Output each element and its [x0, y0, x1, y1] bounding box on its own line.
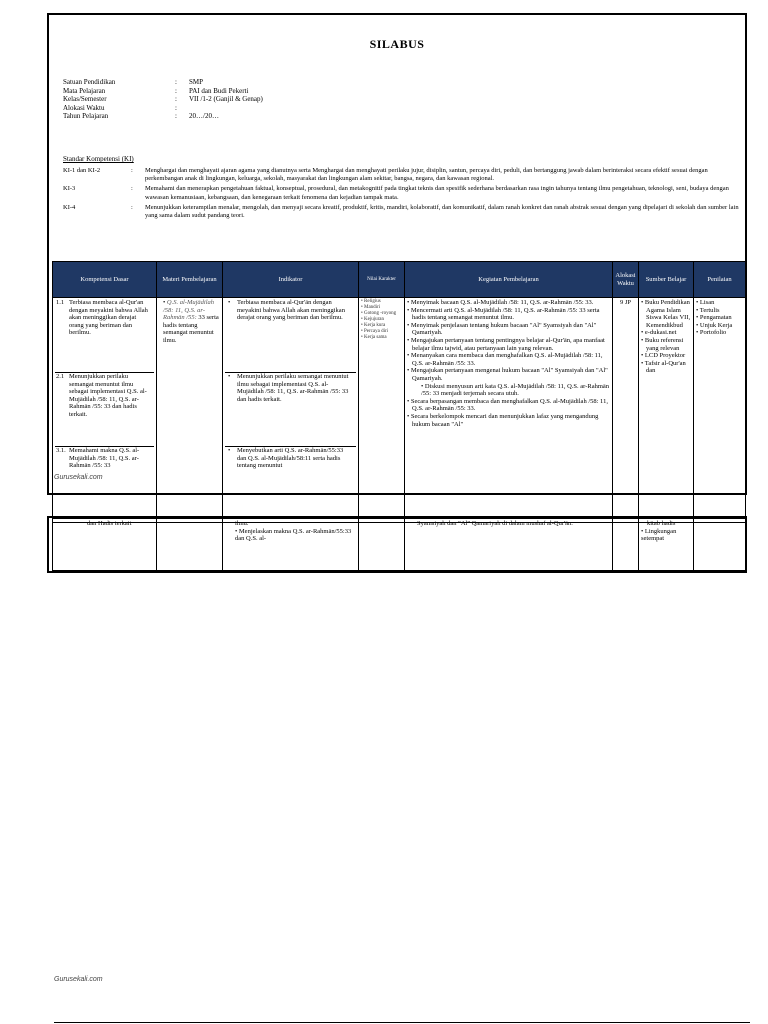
ki-text: Memahami dan menerapkan pengetahuan faktual, konseptual, prosedural, dan metakognitif pada tingkat teknis dan spesifik sederhana berdasarkan rasa ingin tahunya tentang ilmu pengetahuan, teknologi, seni, budaya dengan wawasan kemanusiaan, kebangsaan, dan kenegaraan terkait fenomena dan kejadian tampak mata. [145, 185, 729, 201]
sumber-item: • e-dukasi.net [641, 329, 677, 337]
ki-label: KI-1 dan KI-2 [63, 167, 101, 174]
info-value: PAI dan Budi Pekerti [189, 86, 249, 95]
info-label: Alokasi Waktu [63, 103, 105, 112]
info-label: Mata Pelajaran [63, 86, 106, 95]
ki-text: Menghargai dan menghayati ajaran agama yang dianutnya serta Menghargai dan menghayati perilaku jujur, disiplin, santun, percaya diri, peduli, dan bertanggung jawab dalam berinteraksi secara efektif sesuai dengan perkembangan anak di lingkungan, keluarga, sekolah, masyarakat dan lingkungan alam sekitar, bangsa, negara, dan kawasan regional. [145, 167, 708, 183]
materi-rest: 33 serta hadis tentang semangat menuntut ilmu. [163, 314, 219, 344]
ki-text: Menunjukkan keterampilan menalar, mengolah, dan menyaji secara kreatif, produktif, kritis, mandiri, kolaboratif, dan komunikatif, dalam ranah konkret dan ranah abstrak sesuai dengan yang dipelajari di sekolah dan sumber lain yang sama dalam sudut pandang teori. [145, 203, 739, 220]
kd-cell: dan Hadis terkait [53, 519, 157, 571]
table-row [53, 519, 746, 571]
nilai-item: • Mandiri [361, 305, 381, 310]
sumber-item: kitab hadis [647, 520, 676, 527]
table-row [53, 298, 746, 523]
nilai-karakter-cell [359, 298, 405, 523]
ki-heading: Standar Kompetensi (KI) [63, 155, 134, 163]
kd-item: 1.1 Terbiasa membaca al-Qur'an dengan meyakini bahwa Allah akan meninggikan derajat orang yang beriman dan berilmu. [55, 299, 154, 373]
kegiatan-item: • Menanyakan cara membaca dan menghafalkan Q.S. al-Mujādilah /58: 11, Q.S. ar-Rahmān /55: 33. [407, 352, 603, 367]
col-header: Materi Pembelajaran [157, 262, 223, 298]
ki-label: KI-3 [63, 185, 76, 193]
penilaian-item: • Pengamatan [696, 314, 732, 322]
col-header: Nilai Karakter [359, 262, 405, 298]
indikator-cell [223, 519, 359, 571]
syllabus-page-2 [47, 516, 747, 573]
nilai-karakter-cell [359, 519, 405, 571]
sumber-item: • Buku referensi yang relevan [641, 336, 684, 352]
info-label: Kelas/Semester [63, 95, 107, 103]
penilaian-cell [694, 298, 746, 523]
kegiatan-subitem: • Diskusi menyusun arti kata Q.S. al-Mujādilah /58: 11, Q.S. ar-Rahmān /55: 33 menjadi terjemah secara utuh. [421, 382, 610, 398]
indikator-item: • Menyebutkan arti Q.S. ar-Rahmān/55:33 dan Q.S. al-Mujādilah/58:11 serta hadis tentang menuntut [228, 447, 344, 470]
nilai-item: • Percaya diri [361, 329, 389, 334]
nilai-item: • Gotong -royong [361, 311, 397, 316]
indikator-item: • Menjelaskan makna Q.S. ar-Rahmān/55:33 dan Q.S. al- [235, 527, 352, 543]
alokasi-cell: 9 JP [613, 298, 639, 523]
nilai-item: • Religius [361, 299, 381, 304]
col-header: Kegiatan Pembelajaran [405, 262, 613, 298]
info-value: VII /1-2 (Ganjil & Genap) [189, 95, 263, 103]
penilaian-item: • Lisan [696, 299, 715, 306]
kegiatan-item: • Secara berkelompok mencari dan menunjukkan lafaz yang mengandung hukum bacaan "Al" [407, 412, 599, 428]
materi-italic: Q.S. al-Mujādilah /58: 11, Q.S. ar-Rahmān /55: [163, 299, 215, 322]
sumber-cell [639, 519, 694, 571]
penilaian-cell [694, 519, 746, 571]
sumber-item: • Lingkungan setempat [641, 527, 677, 543]
ki-list: KI-1 dan KI-2 : Menghargai dan menghayati ajaran agama yang dianutnya serta Menghargai dan menghayati perilaku jujur, disiplin, santun, percaya diri, peduli, dan bertanggung jawab dalam berinteraksi secara efektif sesuai dengan perkembangan anak di lingkungan, keluarga, sekolah, masyarakat dan lingkungan alam sekitar, bangsa, negara, dan kawasan regional. KI-3 : Memahami dan menerapkan pengetahuan faktual, konseptual, prosedural, dan metakognitif pada tingkat teknis dan spesifik sederhana berdasarkan rasa ingin tahunya tentang ilmu pengetahuan, teknologi, seni, budaya dengan wawasan kemanusiaan, kebangsaan, dan kenegaraan terkait fenomena dan kejadian tampak mata. KI-4 : Menunjukkan keterampilan menalar, mengolah, dan menyaji secara kreatif, produktif, kritis, mandiri, kolaboratif, dan komunikatif, dalam ranah konkret dan ranah abstrak sesuai dengan yang dipelajari di sekolah dan sumber lain yang sama dalam sudut pandang teori. [63, 167, 743, 222]
info-label: Satuan Pendidikan [63, 78, 116, 86]
kd-cell [53, 298, 157, 523]
table-header-row [53, 262, 746, 298]
syllabus-page-1 [47, 13, 747, 495]
page-title: SILABUS [369, 37, 425, 51]
penilaian-item: • Tertulis [696, 306, 720, 314]
kegiatan-item: • Menyimak penjelasan tentang hukum bacaan "Al" Syamsiyah dan "Al" Qamariyah. [407, 321, 597, 337]
nilai-item: • Kerja sama [361, 335, 387, 340]
alokasi-cell [613, 519, 639, 571]
kegiatan-item: • Mengajukan pertanyaan mengenai hukum bacaan "Al" Syamsiyah dan "Al" Qamariyah. [407, 367, 608, 382]
col-header: Alokasi Waktu [613, 262, 639, 298]
nilai-item: • Kejujuran [361, 317, 385, 322]
kd-item: 3.1. Memahami makna Q.S. al-Mujādilah /58: 11, Q.S. ar-Rahmān /55: 33 [56, 447, 140, 470]
indikator-cell [223, 298, 359, 523]
bottom-divider [54, 1022, 750, 1023]
ki-label: KI-4 [63, 203, 76, 211]
penilaian-item: • Portofolio [696, 329, 727, 337]
indikator-item: • Menunjukkan perilaku semangat menuntut ilmu sebagai implementasi Q.S. al-Mujādilah /58: 11, Q.S. ar-Rahmān /55: 33 dan hadis terkait. [225, 373, 356, 447]
kegiatan-cell [405, 298, 613, 523]
materi-cell: • Q.S. al-Mujādilah /58: 11, Q.S. ar-Rahmān /55: 33 serta hadis tentang semangat menuntut ilmu. [157, 298, 223, 523]
sumber-item: • Tafsir al-Qur'an dan [641, 359, 686, 375]
kd-item: 2.1 Menunjukkan perilaku semangat menuntut ilmu sebagai implementasi Q.S. al-Mujādilah /58: 11, Q.S. ar-Rahmān /55: 33 dan hadis terkait. [55, 373, 154, 447]
nilai-item: • Kerja kura [361, 323, 386, 328]
sumber-item: • Buku Pendidikan Agama Islam Siswa Kelas VII, Kemendikbud [641, 299, 691, 329]
info-value: 20…/20… [189, 112, 219, 120]
kegiatan-item: • Mengajukan pertanyaan tentang pentingnya belajar al-Qur'ān, apa manfaat belajar ilmu tajwid, atau pertanyaan lain yang relevan. [407, 336, 605, 352]
info-value: SMP [189, 78, 204, 86]
col-header: Indikator [223, 262, 359, 298]
penilaian-item: • Unjuk Kerja [696, 321, 733, 329]
sumber-item: • LCD Proyektor [641, 352, 686, 360]
indikator-item: ilmu. [235, 520, 249, 527]
materi-cell [157, 519, 223, 571]
watermark-footer: Gurusekali.com [54, 474, 103, 481]
kegiatan-cell: Syamsiyah dan "Al" Qamariyah di dalam mushaf al-Qur'ān. [405, 519, 613, 571]
kegiatan-item: • Menyimak bacaan Q.S. al-Mujādilah /58: 11, Q.S. ar-Rahmān /55: 33. [407, 299, 594, 306]
syllabus-table [52, 261, 746, 523]
col-header: Sumber Belajar [639, 262, 694, 298]
col-header: Kompetensi Dasar [53, 262, 157, 298]
col-header: Penilaian [694, 262, 746, 298]
identity-block: Satuan Pendidikan : SMP Mata Pelajaran : PAI dan Budi Pekerti Kelas/Semester : VII /1-2 (Ganjil & Genap) Alokasi Waktu : Tahun Pelajaran : 20…/20… [63, 78, 263, 120]
sumber-cell [639, 298, 694, 523]
kegiatan-item: • Mencermati arti Q.S. al-Mujādilah /58: 11, Q.S. ar-Rahmān /55: 33 serta hadis tentang semangat menuntut ilmu. [407, 306, 600, 322]
continuation-table [52, 518, 746, 571]
watermark-footer: Gurusekali.com [54, 976, 103, 983]
indikator-item: • Terbiasa membaca al-Qur'ān dengan meyakini bahwa Allah akan meninggikan derajat orang yang beriman dan berilmu. [225, 299, 356, 373]
info-label: Tahun Pelajaran [63, 112, 109, 120]
kegiatan-item: • Secara berpasangan membaca dan menghafalkan Q.S. al-Mujādilah /58: 11, Q.S. ar-Rahmān /55: 33. [407, 397, 608, 413]
